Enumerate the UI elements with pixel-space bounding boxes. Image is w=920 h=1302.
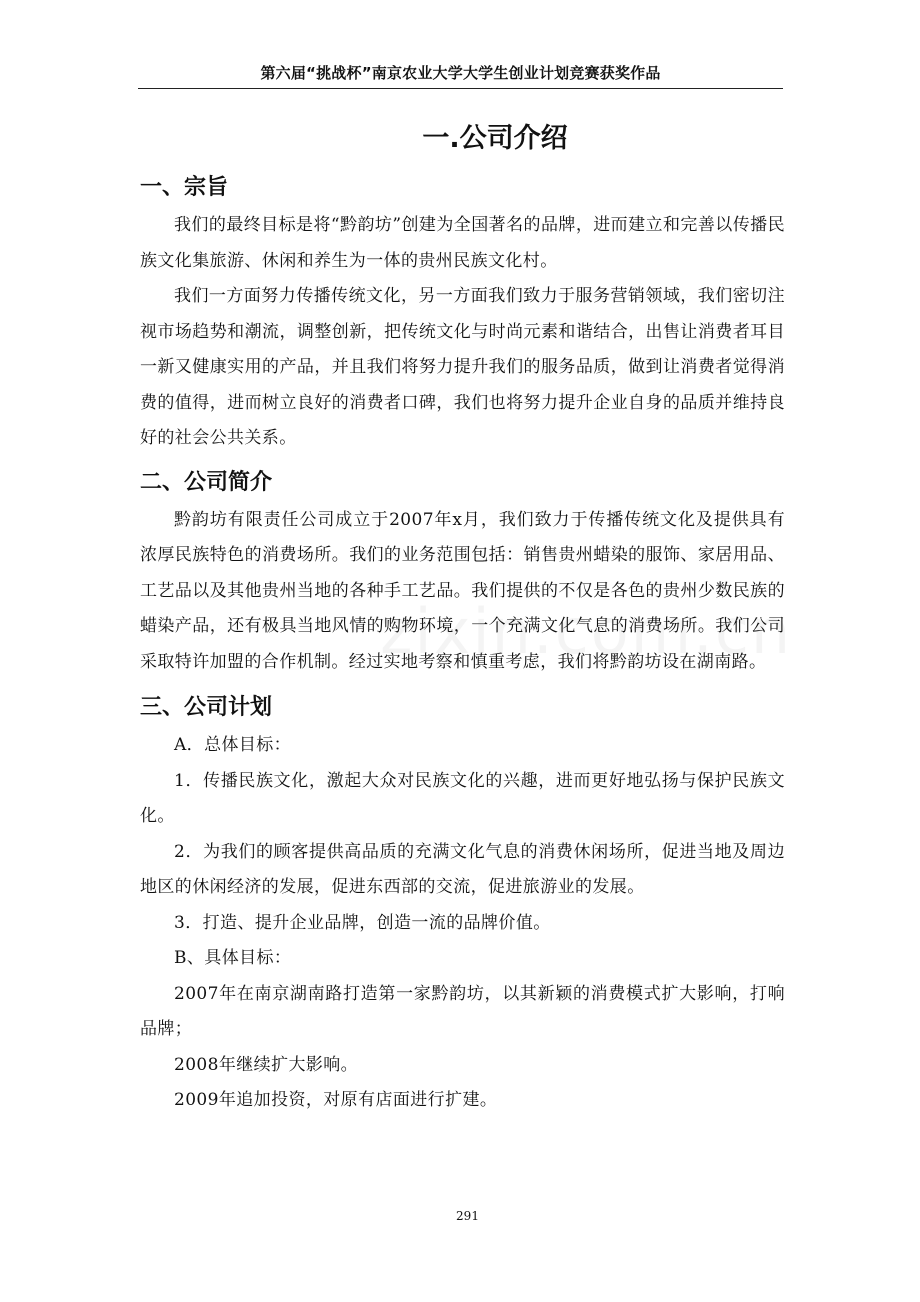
section-company-profile — [140, 463, 785, 681]
paragraph: 我们一方面努力传播传统文化，另一方面我们致力于服务营销领域，我们密切注视市场趋势和潮流，调整创新，把传统文化与时尚元素和谐结合，出售让消费者耳目一新又健康实用的产品，并且我们将努力提升我们的服务品质，做到让消费者觉得消费的值得，进而树立良好的消费者口碑，我们也将努力提升企业自身的品质并维持良好的社会公共关系。 — [140, 286, 785, 448]
paragraph: 黔韵坊有限责任公司成立于2007年x月，我们致力于传播传统文化及提供具有浓厚民族特色的消费场所。我们的业务范围包括：销售贵州蜡染的服饰、家居用品、工艺品以及其他贵州当地的各种手工艺品。我们提供的不仅是各色的贵州少数民族的蜡染产品，还有极具当地风情的购物环境，一个充满文化气息的消费场所。我们公司采取特许加盟的合作机制。经过实地考察和慎重考虑，我们将黔韵坊设在湖南路。 — [140, 509, 785, 672]
section-heading: 三、公司计划 — [140, 695, 273, 720]
paragraph: B、具体目标： — [174, 948, 292, 968]
list-item: 3．打造、提升企业品牌，创造一流的品牌价值。 — [174, 912, 551, 933]
paragraph: 2007年在南京湖南路打造第一家黔韵坊，以其新颖的消费模式扩大影响，打响品牌； — [140, 983, 785, 1039]
document-body — [140, 168, 785, 1119]
running-header: 第六届“挑战杯”南京农业大学大学生创业计划竞赛获奖作品 — [260, 64, 661, 82]
paragraph: 我们的最终目标是将“黔韵坊”创建为全国著名的品牌，进而建立和完善以传播民族文化集旅游、休闲和养生为一体的贵州民族文化村。 — [140, 215, 785, 271]
page-number: 291 — [456, 1209, 479, 1223]
header-rule — [138, 88, 783, 89]
section-purpose — [140, 168, 785, 457]
section-heading: 二、公司简介 — [140, 469, 273, 495]
list-item: 1．传播民族文化，激起大众对民族文化的兴趣，进而更好地弘扬与保护民族文化。 — [140, 770, 785, 826]
page-title: 一.公司介绍 — [422, 123, 568, 154]
section-heading: 一、宗旨 — [140, 175, 229, 200]
paragraph: A．总体目标： — [174, 735, 292, 755]
section-company-plan — [140, 688, 785, 1119]
paragraph: 2009年追加投资，对原有店面进行扩建。 — [174, 1090, 498, 1110]
paragraph: 2008年继续扩大影响。 — [174, 1054, 359, 1075]
list-item: 2．为我们的顾客提供高品质的充满文化气息的消费休闲场所，促进当地及周边地区的休闲经济的发展，促进东西部的交流，促进旅游业的发展。 — [140, 841, 785, 897]
